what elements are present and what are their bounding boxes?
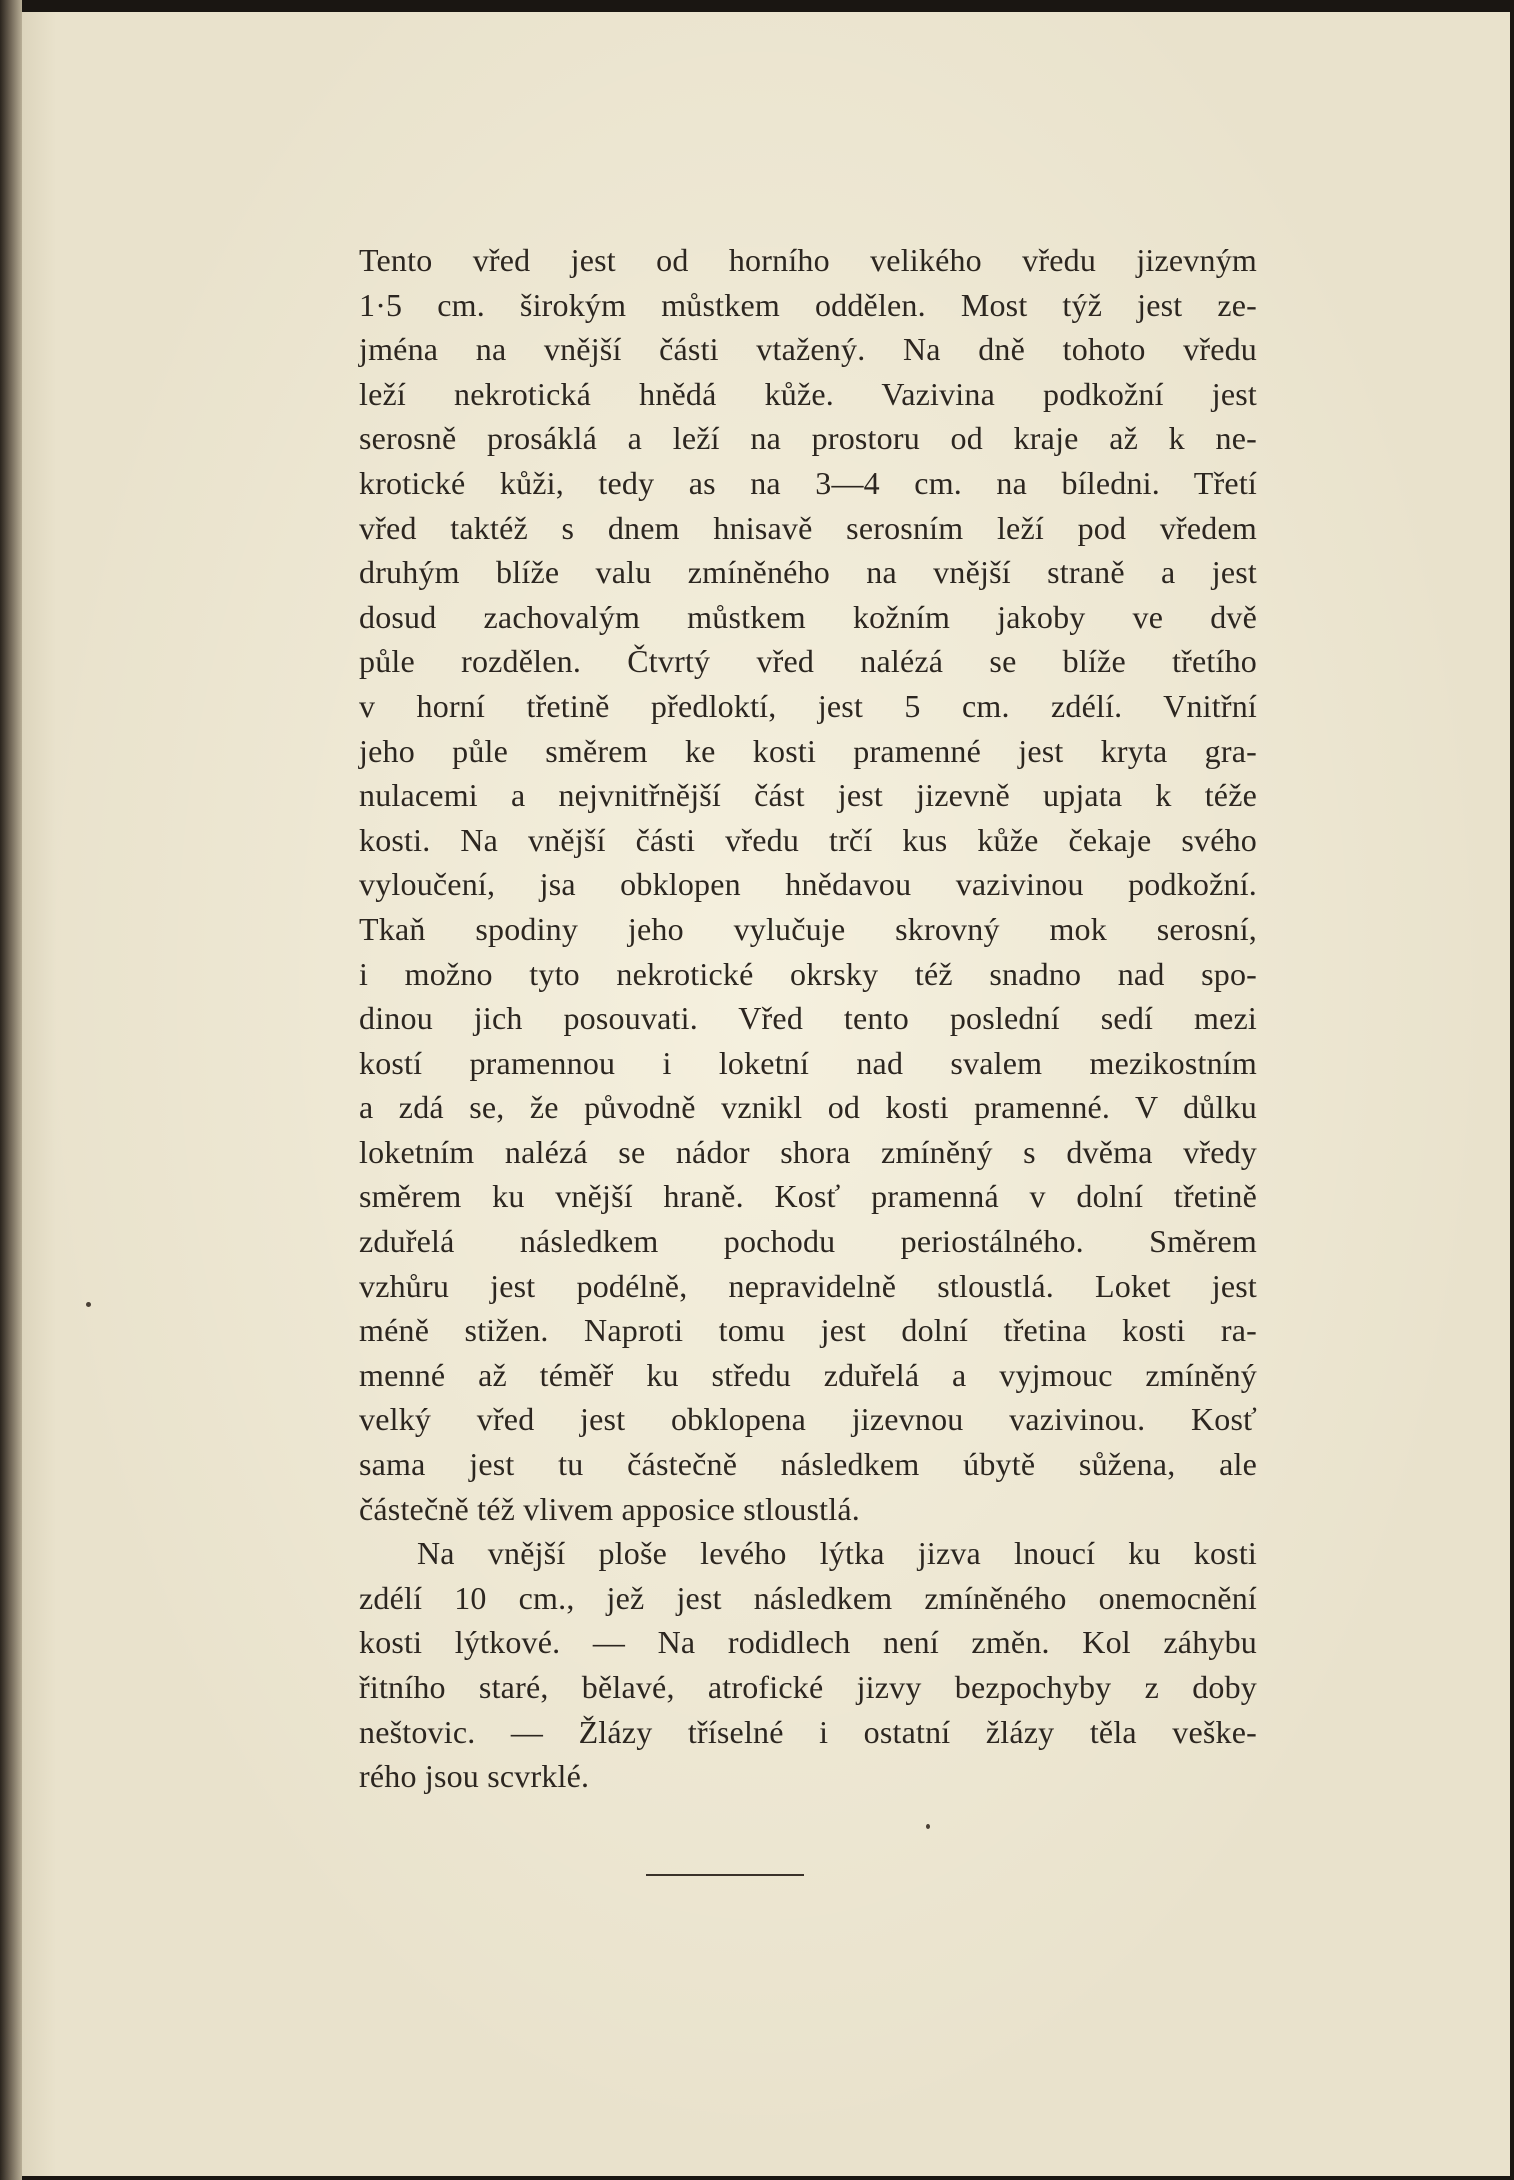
- text-line: leží nekrotická hnědá kůže. Vazivina podkožní jest: [359, 375, 1257, 412]
- text-line: v horní třetině předloktí, jest 5 cm. zdélí. Vnitřní: [359, 687, 1257, 724]
- text-line: krotické kůži, tedy as na 3—4 cm. na bíledni. Třetí: [359, 464, 1257, 501]
- text-line: řitního staré, bělavé, atrofické jizvy bezpochyby z doby: [359, 1669, 1257, 1705]
- text-line: a zdá se, že původně vznikl od kosti pramenné. V důlku: [359, 1089, 1257, 1126]
- text-line: zdélí 10 cm., jež jest následkem zmíněného onemocnění: [359, 1579, 1257, 1616]
- text-line: loketním nalézá se nádor shora zmíněný s dvěma vředy: [359, 1133, 1257, 1170]
- text-line: Na vnější ploše levého lýtka jizva lnoucí ku kosti: [417, 1535, 1257, 1572]
- text-line: směrem ku vnější hraně. Kosť pramenná v dolní třetině: [359, 1178, 1257, 1215]
- text-line: rého jsou scvrklé.: [359, 1758, 590, 1795]
- section-end-rule: [646, 1874, 804, 1876]
- text-line: vřed taktéž s dnem hnisavě serosním leží pod vředem: [359, 509, 1257, 546]
- text-line: velký vřed jest obklopena jizevnou vazivinou. Kosť: [359, 1401, 1257, 1438]
- text-line: jména na vnější části vtažený. Na dně tohoto vředu: [359, 331, 1257, 368]
- text-line: kosti. Na vnější části vředu trčí kus kůže čekaje svého: [359, 821, 1257, 858]
- paragraph-2: [359, 1531, 1257, 1799]
- text-line: menné až téměř ku středu zduřelá a vyjmouc zmíněný: [359, 1356, 1257, 1393]
- text-line: částečně též vlivem apposice stloustlá.: [359, 1490, 860, 1527]
- text-line: kosti lýtkové. — Na rodidlech není změn. Kol záhybu: [359, 1624, 1257, 1661]
- paper-speck: [86, 1302, 91, 1307]
- text-line: dosud zachovalým můstkem kožním jakoby ve dvě: [359, 598, 1257, 635]
- text-line: vyloučení, jsa obklopen hnědavou vazivinou podkožní.: [359, 866, 1257, 903]
- text-line: neštovic. — Žlázy tříselné i ostatní žlázy těla veške-: [359, 1713, 1257, 1750]
- body-text: [359, 238, 1257, 1799]
- text-line: zduřelá následkem pochodu periostálného. Směrem: [359, 1223, 1257, 1260]
- text-line: i možno tyto nekrotické okrsky též snadno nad spo-: [359, 955, 1257, 992]
- text-line: serosně prosáklá a leží na prostoru od kraje až k ne-: [359, 420, 1257, 457]
- text-line: jeho půle směrem ke kosti pramenné jest kryta gra-: [359, 732, 1257, 769]
- paper-speck: [926, 1824, 930, 1829]
- text-line: 1·5 cm. širokým můstkem oddělen. Most týž jest ze-: [359, 286, 1257, 323]
- page-binding-edge: [0, 0, 22, 2180]
- text-line: sama jest tu částečně následkem úbytě sůžena, ale: [359, 1446, 1257, 1483]
- text-line: Tento vřed jest od horního velikého vředu jizevným: [359, 242, 1257, 278]
- text-line: méně stižen. Naproti tomu jest dolní třetina kosti ra-: [359, 1312, 1257, 1349]
- text-line: druhým blíže valu zmíněného na vnější straně a jest: [359, 554, 1257, 591]
- text-line: nulacemi a nejvnitřnější část jest jizevně upjata k téže: [359, 777, 1257, 814]
- book-page: [16, 12, 1510, 2176]
- text-line: dinou jich posouvati. Vřed tento poslední sedí mezi: [359, 1000, 1257, 1037]
- paragraph-1: [359, 238, 1257, 1531]
- text-line: vzhůru jest podélně, nepravidelně stloustlá. Loket jest: [359, 1267, 1257, 1304]
- text-line: kostí pramennou i loketní nad svalem mezikostním: [359, 1044, 1257, 1081]
- text-line: Tkaň spodiny jeho vylučuje skrovný mok serosní,: [359, 910, 1257, 947]
- text-line: půle rozdělen. Čtvrtý vřed nalézá se blíže třetího: [359, 643, 1257, 680]
